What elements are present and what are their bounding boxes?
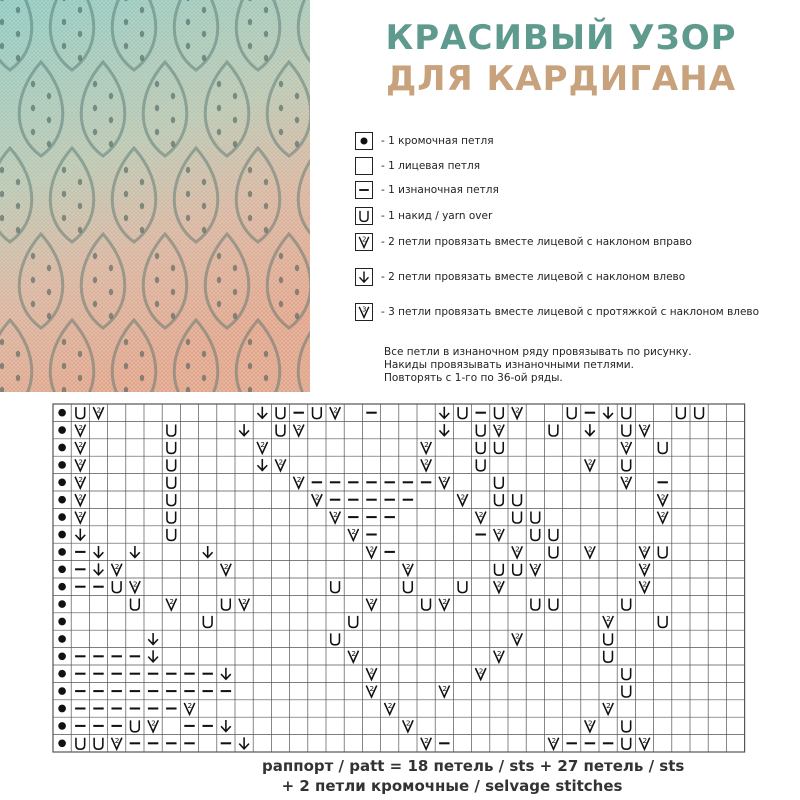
eyelet-hole bbox=[295, 141, 299, 147]
k2tog-number-2: 2 bbox=[642, 735, 648, 745]
k2tog-number-2: 2 bbox=[496, 579, 502, 589]
k2tog-number-2: 2 bbox=[296, 422, 302, 432]
eyelet-hole bbox=[16, 7, 20, 13]
k3tog-left-symbol-icon bbox=[355, 303, 373, 321]
selvage-dot-mark bbox=[58, 670, 66, 678]
eyelet-hole bbox=[264, 179, 268, 185]
column-number bbox=[167, 759, 177, 760]
eyelet-hole bbox=[78, 179, 82, 185]
k2tog-number-2: 2 bbox=[78, 474, 83, 484]
column-number bbox=[185, 759, 195, 760]
k2tog-number-2: 2 bbox=[151, 718, 156, 728]
caption-line-1: раппорт / patt = 18 петель / sts + 27 петель / sts bbox=[262, 757, 685, 775]
k2tog-number-2: 2 bbox=[587, 544, 593, 554]
eyelet-hole bbox=[0, 167, 4, 173]
eyelet-hole bbox=[264, 227, 268, 233]
eyelet-hole bbox=[248, 191, 252, 197]
k2tog-number-2: 2 bbox=[296, 474, 302, 484]
eyelet-hole bbox=[16, 351, 20, 357]
eyelet-hole bbox=[186, 43, 190, 49]
eyelet-hole bbox=[109, 117, 113, 123]
selvage-dot-mark bbox=[58, 444, 66, 452]
eyelet-hole bbox=[155, 301, 159, 307]
eyelet-hole bbox=[171, 141, 175, 147]
selvage-dot-mark bbox=[58, 600, 66, 608]
eyelet-hole bbox=[155, 105, 159, 111]
eyelet-hole bbox=[47, 289, 51, 295]
title-line-1: КРАСИВЫЙ УЗОР bbox=[385, 18, 737, 58]
eyelet-hole bbox=[217, 301, 221, 307]
k2tog-number-2: 2 bbox=[78, 440, 83, 450]
eyelet-hole bbox=[0, 215, 4, 221]
k2tog-number-2: 2 bbox=[551, 735, 557, 745]
eyelet-hole bbox=[140, 351, 144, 357]
k2tog-number-2: 2 bbox=[642, 561, 648, 571]
k2tog-number-2: 2 bbox=[169, 596, 174, 606]
k2tog-number-2: 2 bbox=[442, 596, 447, 606]
k2tog-number-2: 2 bbox=[387, 701, 393, 711]
eyelet-hole bbox=[140, 55, 144, 61]
eyelet-hole bbox=[295, 313, 299, 319]
selvage-dot-mark bbox=[58, 618, 66, 626]
selvage-dot-mark bbox=[58, 722, 66, 730]
k2tog-number-2: 2 bbox=[405, 718, 411, 728]
eyelet-hole bbox=[109, 313, 113, 319]
k2tog-number-2: 2 bbox=[515, 544, 520, 554]
k2tog-number-2: 2 bbox=[78, 509, 83, 519]
column-number bbox=[57, 759, 67, 760]
selvage-dot-mark bbox=[58, 478, 66, 486]
eyelet-hole bbox=[109, 289, 113, 295]
eyelet-hole bbox=[233, 289, 237, 295]
selvage-dot-mark bbox=[58, 583, 66, 591]
eyelet-hole bbox=[248, 43, 252, 49]
eyelet-hole bbox=[202, 375, 206, 381]
legend-label: - 3 петли провязать вместе лицевой с протяжкой с наклоном влево bbox=[381, 306, 760, 318]
k2tog-number-2: 2 bbox=[351, 648, 356, 658]
column-number bbox=[112, 759, 122, 760]
note-line: Накиды провязывать изнаночными петлями. bbox=[384, 359, 634, 371]
column-number bbox=[203, 759, 213, 760]
eyelet-hole bbox=[47, 141, 51, 147]
eyelet-hole bbox=[171, 289, 175, 295]
eyelet-hole bbox=[124, 19, 128, 25]
legend-label: - 1 лицевая петля bbox=[381, 160, 481, 172]
eyelet-hole bbox=[186, 339, 190, 345]
k2tog-number-2: 2 bbox=[515, 631, 520, 641]
eyelet-hole bbox=[78, 31, 82, 37]
eyelet-hole bbox=[217, 129, 221, 135]
eyelet-hole bbox=[155, 129, 159, 135]
eyelet-hole bbox=[295, 265, 299, 271]
eyelet-hole bbox=[78, 55, 82, 61]
eyelet-hole bbox=[202, 179, 206, 185]
eyelet-hole bbox=[295, 289, 299, 295]
k2tog-number-2: 2 bbox=[587, 457, 593, 467]
eyelet-hole bbox=[155, 253, 159, 259]
eyelet-hole bbox=[0, 19, 4, 25]
selvage-dot-mark bbox=[58, 652, 66, 660]
k2tog-number-2: 2 bbox=[642, 579, 648, 589]
eyelet-hole bbox=[78, 227, 82, 233]
eyelet-hole bbox=[93, 301, 97, 307]
eyelet-hole bbox=[78, 203, 82, 209]
eyelet-hole bbox=[78, 375, 82, 381]
pattern-title bbox=[330, 18, 792, 100]
eyelet-hole bbox=[31, 129, 35, 135]
k2tog-number-2: 2 bbox=[369, 683, 375, 693]
note-line: Все петли в изнаночном ряду провязывать по рисунку. bbox=[384, 346, 692, 358]
eyelet-hole bbox=[264, 375, 268, 381]
eyelet-hole bbox=[233, 313, 237, 319]
selvage-dot-mark bbox=[58, 687, 66, 695]
purl-dash-symbol-icon bbox=[355, 181, 373, 199]
eyelet-hole bbox=[93, 253, 97, 259]
selvage-dot-mark bbox=[58, 705, 66, 713]
eyelet-hole bbox=[0, 43, 4, 49]
eyelet-hole bbox=[248, 19, 252, 25]
eyelet-hole bbox=[16, 55, 20, 61]
eyelet-hole bbox=[62, 215, 66, 221]
eyelet-hole bbox=[186, 191, 190, 197]
eyelet-hole bbox=[264, 7, 268, 13]
k2tog-number-2: 2 bbox=[114, 735, 120, 745]
k2tog-number-2: 2 bbox=[242, 596, 247, 606]
eyelet-hole bbox=[279, 277, 283, 283]
eyelet-hole bbox=[140, 179, 144, 185]
column-number bbox=[94, 759, 104, 760]
eyelet-hole bbox=[62, 363, 66, 369]
selvage-dot-mark bbox=[58, 496, 66, 504]
eyelet-hole bbox=[217, 105, 221, 111]
eyelet-hole bbox=[62, 43, 66, 49]
k2tog-number-2: 2 bbox=[333, 509, 338, 519]
eyelet-hole bbox=[31, 277, 35, 283]
eyelet-hole bbox=[93, 129, 97, 135]
k2tog-number-2: 2 bbox=[424, 440, 429, 450]
eyelet-hole bbox=[31, 301, 35, 307]
eyelet-hole bbox=[279, 105, 283, 111]
k2tog-number-2: 2 bbox=[351, 527, 356, 537]
k2tog-number-2: 2 bbox=[260, 440, 265, 450]
eyelet-hole bbox=[279, 253, 283, 259]
k2tog-number-2: 2 bbox=[278, 457, 284, 467]
k2tog-number-2: 2 bbox=[78, 492, 83, 502]
legend-label: - 2 петли провязать вместе лицевой с наклоном вправо bbox=[381, 236, 692, 248]
k2tog-number-2: 2 bbox=[114, 561, 120, 571]
selvage-dot-mark bbox=[58, 426, 66, 434]
legend-label: - 1 изнаночная петля bbox=[381, 184, 499, 196]
eyelet-hole bbox=[47, 117, 51, 123]
eyelet-hole bbox=[140, 203, 144, 209]
eyelet-hole bbox=[248, 363, 252, 369]
eyelet-hole bbox=[78, 7, 82, 13]
k2tog-number-2: 2 bbox=[333, 405, 338, 415]
k2tog-number-2: 2 bbox=[405, 561, 411, 571]
eyelet-hole bbox=[62, 339, 66, 345]
k2tog-number-2: 2 bbox=[78, 457, 83, 467]
eyelet-hole bbox=[171, 93, 175, 99]
eyelet-hole bbox=[47, 313, 51, 319]
legend-item-k3tog-left bbox=[355, 302, 759, 322]
k2tog-number-2: 2 bbox=[362, 235, 367, 244]
k2tog-right-symbol-icon bbox=[355, 233, 373, 251]
legend-item-k2tog-right bbox=[355, 232, 692, 252]
k2tog-number-2: 2 bbox=[460, 492, 466, 502]
k2tog-number-2: 2 bbox=[533, 561, 538, 571]
k2tog-number-2: 2 bbox=[515, 405, 520, 415]
column-number bbox=[148, 759, 158, 760]
eyelet-hole bbox=[124, 215, 128, 221]
eyelet-hole bbox=[248, 215, 252, 221]
k2tog-number-2: 2 bbox=[187, 701, 193, 711]
selvage-dot-mark bbox=[58, 513, 66, 521]
eyelet-hole bbox=[202, 55, 206, 61]
eyelet-hole bbox=[233, 265, 237, 271]
eyelet-hole bbox=[47, 93, 51, 99]
eyelet-hole bbox=[124, 363, 128, 369]
eyelet-hole bbox=[0, 363, 4, 369]
column-number bbox=[713, 759, 723, 760]
k2tog-number-2: 2 bbox=[314, 492, 320, 502]
eyelet-hole bbox=[202, 31, 206, 37]
eyelet-hole bbox=[264, 351, 268, 357]
eyelet-hole bbox=[264, 203, 268, 209]
k3tog-number-3: 3 bbox=[362, 305, 367, 314]
eyelet-hole bbox=[186, 215, 190, 221]
k2tog-number-2: 2 bbox=[496, 648, 502, 658]
k2tog-number-2: 2 bbox=[624, 440, 629, 450]
eyelet-hole bbox=[0, 191, 4, 197]
eyelet-hole bbox=[93, 277, 97, 283]
legend-item-knit-blank bbox=[355, 156, 480, 176]
k2tog-number-2: 2 bbox=[96, 405, 102, 415]
k2tog-number-2: 2 bbox=[424, 735, 429, 745]
eyelet-hole bbox=[140, 227, 144, 233]
eyelet-hole bbox=[217, 81, 221, 87]
selvage-dot-symbol-icon bbox=[355, 132, 373, 150]
selvage-dot-mark bbox=[360, 137, 367, 144]
selvage-dot-mark bbox=[58, 739, 66, 747]
legend-label: - 1 накид / yarn over bbox=[381, 210, 493, 222]
caption-line-2: + 2 петли кромочные / selvage stitches bbox=[281, 777, 623, 795]
k2tog-number-2: 2 bbox=[606, 614, 611, 624]
eyelet-hole bbox=[186, 19, 190, 25]
note-line: Повторять с 1-го по 36-ой ряды. bbox=[384, 372, 563, 384]
instruction-notes bbox=[384, 346, 692, 385]
column-number bbox=[76, 759, 86, 760]
column-number bbox=[130, 759, 140, 760]
eyelet-hole bbox=[47, 265, 51, 271]
eyelet-hole bbox=[264, 31, 268, 37]
eyelet-hole bbox=[171, 265, 175, 271]
eyelet-hole bbox=[16, 31, 20, 37]
legend-label: - 1 кромочная петля bbox=[381, 135, 494, 147]
eyelet-hole bbox=[109, 141, 113, 147]
eyelet-hole bbox=[31, 105, 35, 111]
eyelet-hole bbox=[124, 339, 128, 345]
eyelet-hole bbox=[16, 227, 20, 233]
eyelet-hole bbox=[202, 351, 206, 357]
column-number bbox=[239, 759, 249, 760]
k2tog-number-2: 2 bbox=[369, 544, 375, 554]
title-line-2: ДЛЯ КАРДИГАНА bbox=[385, 59, 737, 99]
k2tog-number-2: 2 bbox=[478, 666, 484, 676]
knitted-sample-photo bbox=[0, 0, 310, 392]
selvage-dot-mark bbox=[58, 565, 66, 573]
eyelet-hole bbox=[93, 105, 97, 111]
eyelet-hole bbox=[78, 351, 82, 357]
ssk-left-symbol-icon bbox=[355, 268, 373, 286]
legend-item-selvage-dot bbox=[355, 131, 494, 151]
eyelet-hole bbox=[279, 81, 283, 87]
knitting-chart bbox=[0, 396, 800, 760]
k2tog-number-2: 2 bbox=[132, 579, 138, 589]
column-number bbox=[731, 759, 741, 760]
eyelet-hole bbox=[248, 339, 252, 345]
eyelet-hole bbox=[279, 301, 283, 307]
k2tog-number-2: 2 bbox=[442, 474, 447, 484]
eyelet-hole bbox=[171, 313, 175, 319]
eyelet-hole bbox=[93, 81, 97, 87]
selvage-dot-mark bbox=[58, 461, 66, 469]
eyelet-hole bbox=[124, 167, 128, 173]
k2tog-number-2: 2 bbox=[587, 718, 593, 728]
eyelet-hole bbox=[62, 191, 66, 197]
eyelet-hole bbox=[233, 141, 237, 147]
legend-label: - 2 петли провязать вместе лицевой с наклоном влево bbox=[381, 271, 686, 283]
k2tog-number-2: 2 bbox=[642, 544, 648, 554]
eyelet-hole bbox=[62, 19, 66, 25]
k2tog-number-2: 2 bbox=[442, 683, 447, 693]
eyelet-hole bbox=[171, 117, 175, 123]
eyelet-hole bbox=[16, 179, 20, 185]
eyelet-hole bbox=[140, 7, 144, 13]
eyelet-hole bbox=[155, 277, 159, 283]
k2tog-number-2: 2 bbox=[78, 422, 83, 432]
k2tog-number-2: 2 bbox=[369, 596, 375, 606]
eyelet-hole bbox=[155, 81, 159, 87]
selvage-dot-mark bbox=[58, 531, 66, 539]
k2tog-number-2: 2 bbox=[660, 509, 666, 519]
eyelet-hole bbox=[264, 55, 268, 61]
eyelet-hole bbox=[31, 253, 35, 259]
eyelet-hole bbox=[109, 93, 113, 99]
selvage-dot-mark bbox=[58, 635, 66, 643]
eyelet-hole bbox=[186, 363, 190, 369]
k2tog-number-2: 2 bbox=[496, 422, 502, 432]
eyelet-hole bbox=[0, 339, 4, 345]
k2tog-number-2: 2 bbox=[369, 666, 375, 676]
k2tog-number-2: 2 bbox=[496, 527, 502, 537]
legend-item-ssk-left bbox=[355, 267, 685, 287]
yarn-over-u-symbol-icon bbox=[355, 207, 373, 225]
eyelet-hole bbox=[295, 93, 299, 99]
selvage-dot-mark bbox=[58, 409, 66, 417]
eyelet-hole bbox=[62, 167, 66, 173]
eyelet-hole bbox=[124, 43, 128, 49]
eyelet-hole bbox=[295, 117, 299, 123]
eyelet-hole bbox=[202, 203, 206, 209]
column-number bbox=[221, 759, 231, 760]
eyelet-hole bbox=[248, 167, 252, 173]
k2tog-number-2: 2 bbox=[660, 492, 666, 502]
eyelet-hole bbox=[124, 191, 128, 197]
legend-item-purl-dash bbox=[355, 180, 499, 200]
eyelet-hole bbox=[202, 227, 206, 233]
eyelet-hole bbox=[140, 375, 144, 381]
eyelet-hole bbox=[217, 277, 221, 283]
eyelet-hole bbox=[109, 265, 113, 271]
eyelet-hole bbox=[233, 117, 237, 123]
chart-grid bbox=[53, 404, 745, 752]
k2tog-number-2: 2 bbox=[424, 457, 429, 467]
eyelet-hole bbox=[16, 203, 20, 209]
eyelet-hole bbox=[217, 253, 221, 259]
eyelet-hole bbox=[279, 129, 283, 135]
k2tog-number-2: 2 bbox=[642, 422, 648, 432]
k2tog-number-2: 2 bbox=[223, 561, 229, 571]
eyelet-hole bbox=[140, 31, 144, 37]
eyelet-hole bbox=[186, 167, 190, 173]
eyelet-hole bbox=[202, 7, 206, 13]
k2tog-number-2: 2 bbox=[478, 509, 484, 519]
eyelet-hole bbox=[16, 375, 20, 381]
knit-blank-symbol-icon bbox=[355, 157, 373, 175]
column-number bbox=[694, 759, 704, 760]
k2tog-number-2: 2 bbox=[606, 701, 611, 711]
k2tog-number-2: 2 bbox=[624, 474, 629, 484]
eyelet-hole bbox=[233, 93, 237, 99]
eyelet-hole bbox=[31, 81, 35, 87]
repeat-caption bbox=[262, 756, 685, 796]
legend-item-yarn-over-u bbox=[355, 206, 492, 226]
selvage-dot-mark bbox=[58, 548, 66, 556]
